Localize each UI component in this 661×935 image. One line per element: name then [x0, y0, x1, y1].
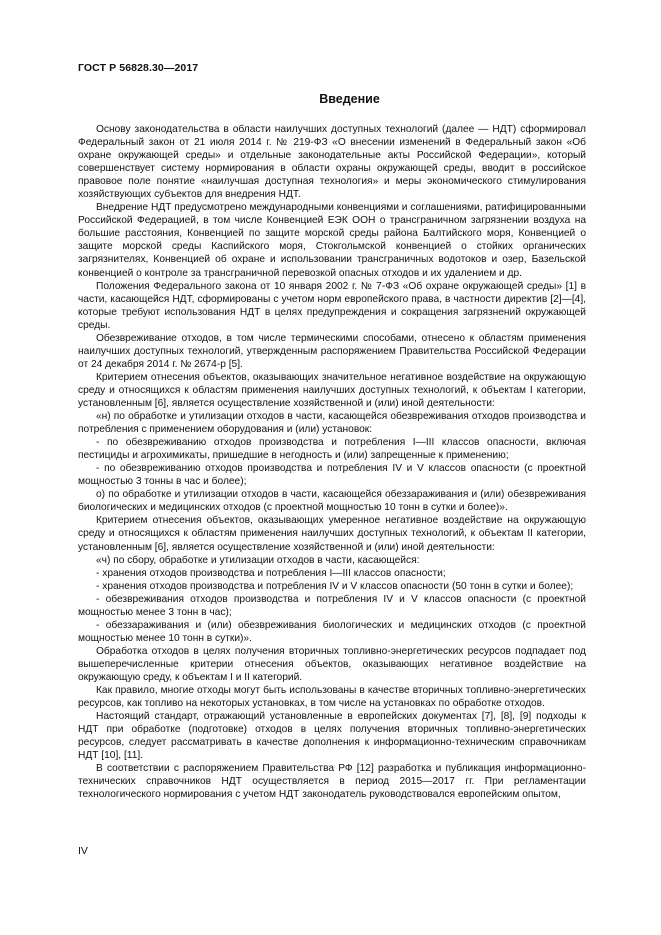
paragraph: Основу законодательства в области наилучших доступных технологий (далее — НДТ) сформировал Федеральный закон от 21 июля 2014 г. № 219-ФЗ «О внесении изменений в Федеральный закон «Об охране окружающей среды» и отдельные законодательные акты Российской Федерации», который совершенствует систему нормирования в области охраны окружающей среды, вводит в российское правовое поле понятие «наилучшая доступная технология» и меры экономического стимулирования хозяйствующих субъектов для внедрения НДТ. — [78, 124, 586, 201]
paragraph: Критерием отнесения объектов, оказывающих значительное негативное воздействие на окружающую среду и относящихся к областям применения наилучших доступных технологий, к объектам I категории, установленным [6], является осуществление хозяйственной и (или) иной деятельности: — [78, 371, 586, 409]
list-item: - обезвреживания отходов производства и потребления IV и V классов опасности (с проектной мощностью менее 3 тонн в час); — [78, 593, 586, 618]
list-item: - по обезвреживанию отходов производства и потребления IV и V классов опасности (с проектной мощностью 3 тонны в час и более); — [78, 463, 586, 488]
list-item: - обеззараживания и (или) обезвреживания биологических и медицинских отходов (с проектной мощностью менее 10 тонн в сутки)». — [78, 619, 586, 644]
paragraph: Настоящий стандарт, отражающий установленные в европейских документах [7], [8], [9] подходы к НДТ при обработке (подготовке) отходов в целях получения вторичных топливно-энергетических ресурсов, следует рассматривать в качестве дополнения к информационно-техническим справочникам НДТ [10], [11]. — [78, 711, 586, 762]
paragraph: «н) по обработке и утилизации отходов в части, касающейся обезвреживания отходов производства и потребления с применением оборудования и (или) установок: — [78, 411, 586, 436]
page-number: IV — [78, 845, 88, 857]
section-title: Введение — [319, 92, 380, 106]
list-item: - хранения отходов производства и потребления IV и V классов опасности (50 тонн в сутки и более); — [96, 580, 574, 592]
paragraph: о) по обработке и утилизации отходов в части, касающейся обеззараживания и (или) обезвреживания биологических и медицинских отходов (с проектной мощностью 10 тонн в сутки и более)». — [78, 489, 586, 514]
paragraph: Внедрение НДТ предусмотрено международными конвенциями и соглашениями, ратифицированными Российской Федерацией, в том числе Конвенцией ЕЭК ООН о трансграничном загрязнении воздуха на большие расстояния, Конвенцией по защите морской среды района Балтийского моря, Конвенцией о защите морской среды Каспийского моря, Стокгольмской конвенцией о стойких органических загрязнителях, Конвенцией об охране и использовании трансграничных водотоков и озер, Базельской конвенцией о контроле за трансграничной перевозкой опасных отходов и их удалением и др. — [78, 202, 586, 279]
paragraph: «ч) по сбору, обработке и утилизации отходов в части, касающейся: — [96, 554, 420, 566]
paragraph: Обезвреживание отходов, в том числе термическими способами, отнесено к областям применения наилучших доступных технологий, утвержденным распоряжением Правительства Российской Федерации от 24 декабря 2014 г. № 2674-р [5]. — [78, 332, 586, 370]
paragraph: Положения Федерального закона от 10 января 2002 г. № 7-ФЗ «Об охране окружающей среды» [1] в части, касающейся НДТ, сформированы с учетом норм европейского права, в частности директив [2]—[4], которые требуют использования НДТ в целях предупреждения и сокращения загрязнений окружающей среды. — [78, 280, 586, 331]
body-text — [78, 123, 586, 801]
document-header: ГОСТ Р 56828.30—2017 — [78, 62, 199, 74]
list-item: - по обезвреживанию отходов производства и потребления I—III классов опасности, включая пестициды и агрохимикаты, пришедшие в негодность и (или) запрещенные к применению; — [78, 437, 586, 462]
paragraph: В соответствии с распоряжением Правительства РФ [12] разработка и публикация информационно-технических справочников НДТ осуществляется в период 2015—2017 гг. При регламентации технологического нормирования с учетом НДТ законодатель руководствовался европейским опытом, — [78, 763, 586, 801]
paragraph: Как правило, многие отходы могут быть использованы в качестве вторичных топливно-энергетических ресурсов, как топливо на некоторых установках, в том числе на установках по обработке отходов. — [78, 685, 586, 710]
paragraph: Критерием отнесения объектов, оказывающих умеренное негативное воздействие на окружающую среду и относящихся к областям применения наилучших доступных технологий, к объектам II категории, установленным [6], является осуществление хозяйственной и (или) иной деятельности: — [78, 515, 586, 553]
paragraph: Обработка отходов в целях получения вторичных топливно-энергетических ресурсов подпадает под вышеперечисленные критерии отнесения объектов, оказывающих негативное воздействие на окружающую среду, к объектам I и II категорий. — [78, 645, 586, 683]
list-item: - хранения отходов производства и потребления I—III классов опасности; — [96, 567, 446, 579]
